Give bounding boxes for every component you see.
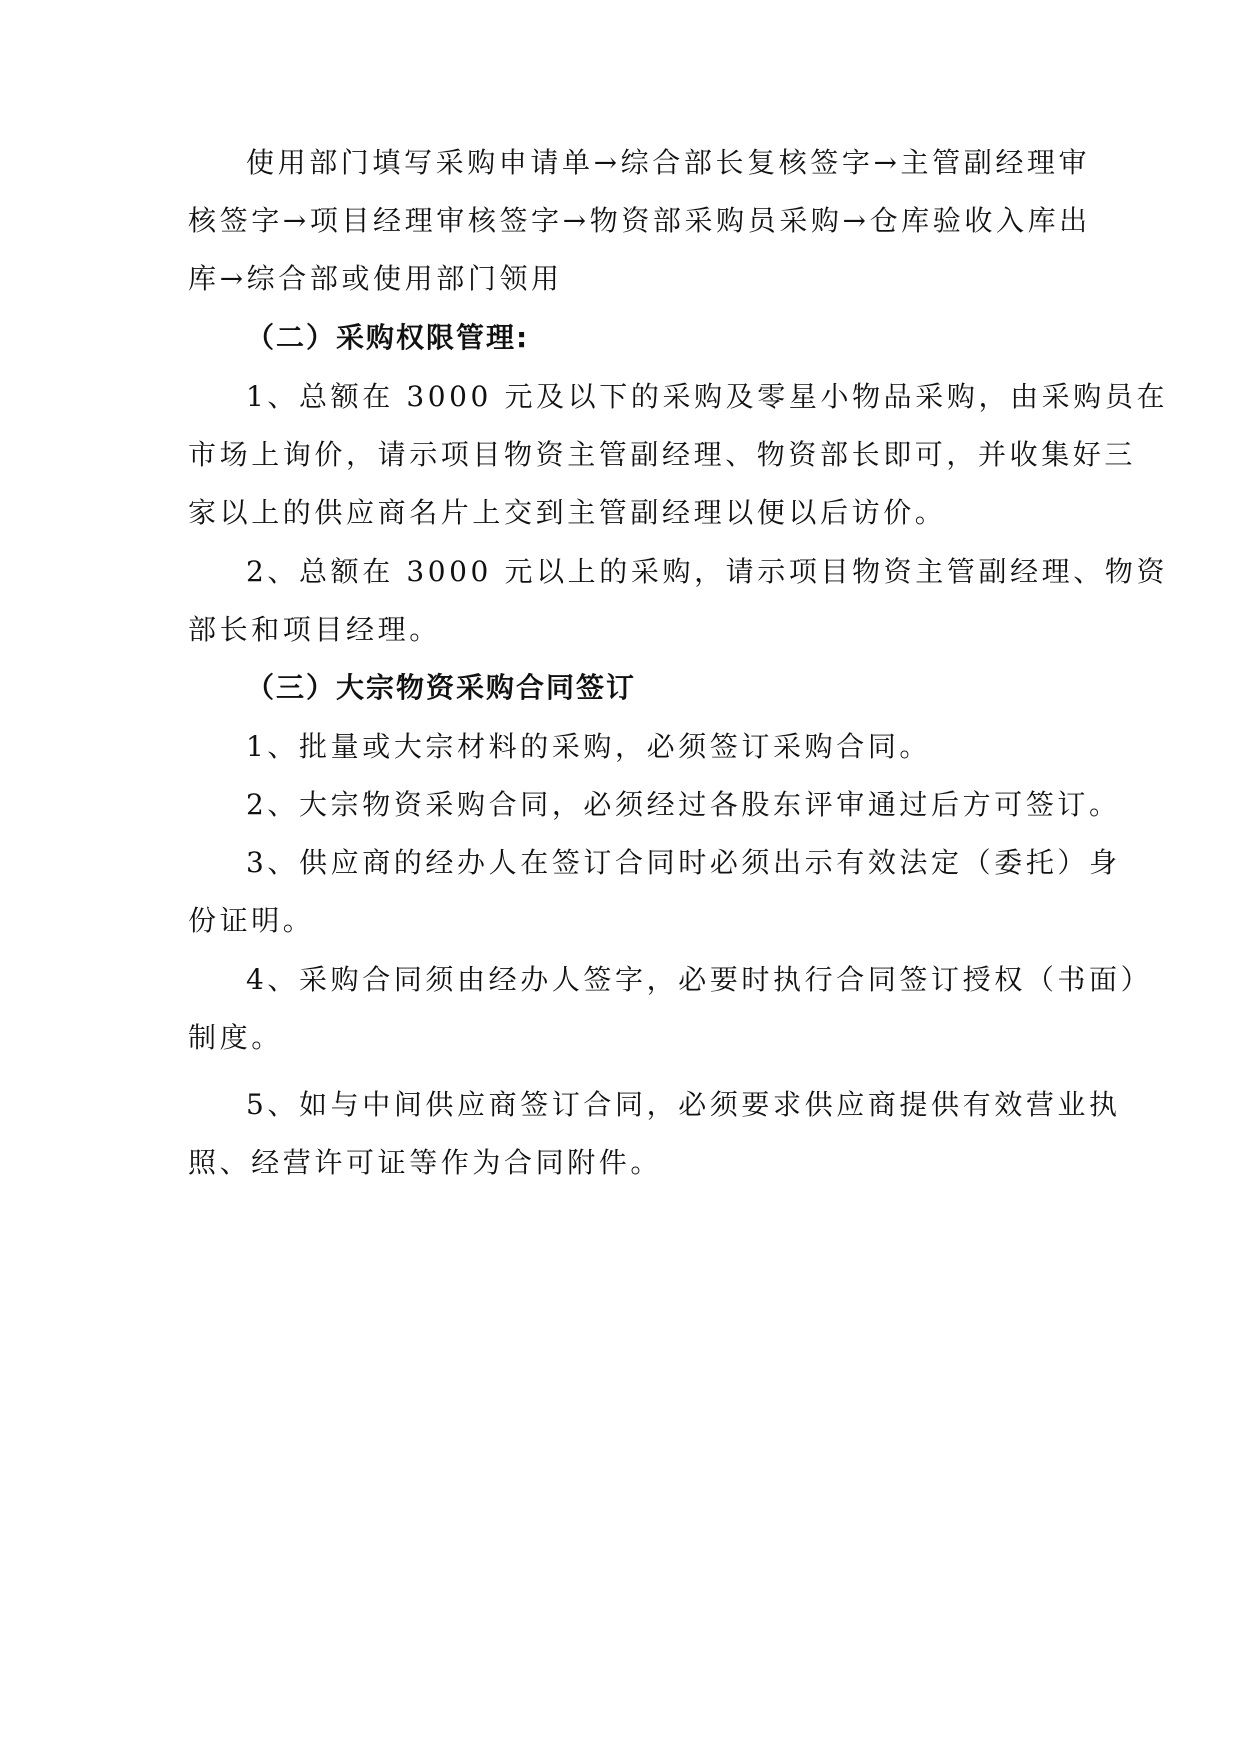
authority-item-1-line-3: 家以上的供应商名片上交到主管副经理以便以后访价。	[188, 496, 947, 529]
contract-item-4-line-1: 4、采购合同须由经办人签字，必要时执行合同签订授权（书面）	[246, 963, 1153, 996]
section-heading-purchase-authority: （二）采购权限管理:	[246, 321, 530, 354]
contract-item-5-line-1: 5、如与中间供应商签订合同，必须要求供应商提供有效营业执	[246, 1088, 1121, 1121]
flow-text-line-2: 核签字→项目经理审核签字→物资部采购员采购→仓库验收入库出	[188, 204, 1091, 237]
contract-item-3-line-1: 3、供应商的经办人在签订合同时必须出示有效法定（委托）身	[246, 846, 1121, 879]
authority-item-1-line-1: 1、总额在 3000 元及以下的采购及零星小物品采购，由采购员在	[246, 380, 1169, 413]
contract-item-5-line-2: 照、经营许可证等作为合同附件。	[188, 1146, 663, 1179]
authority-item-1-line-2: 市场上询价，请示项目物资主管副经理、物资部长即可，并收集好三	[188, 438, 1137, 471]
contract-item-4-line-2: 制度。	[188, 1021, 283, 1054]
contract-item-1: 1、批量或大宗材料的采购，必须签订采购合同。	[246, 730, 932, 763]
contract-item-2: 2、大宗物资采购合同，必须经过各股东评审通过后方可签订。	[246, 788, 1121, 821]
section-heading-bulk-contract: （三）大宗物资采购合同签订	[246, 671, 637, 704]
contract-item-3-line-2: 份证明。	[188, 904, 315, 937]
flow-text-line-1: 使用部门填写采购申请单→综合部长复核签字→主管副经理审	[246, 146, 1091, 179]
authority-item-2-line-2: 部长和项目经理。	[188, 613, 441, 646]
flow-text-line-3: 库→综合部或使用部门领用	[188, 262, 563, 295]
authority-item-2-line-1: 2、总额在 3000 元以上的采购，请示项目物资主管副经理、物资	[246, 555, 1169, 588]
